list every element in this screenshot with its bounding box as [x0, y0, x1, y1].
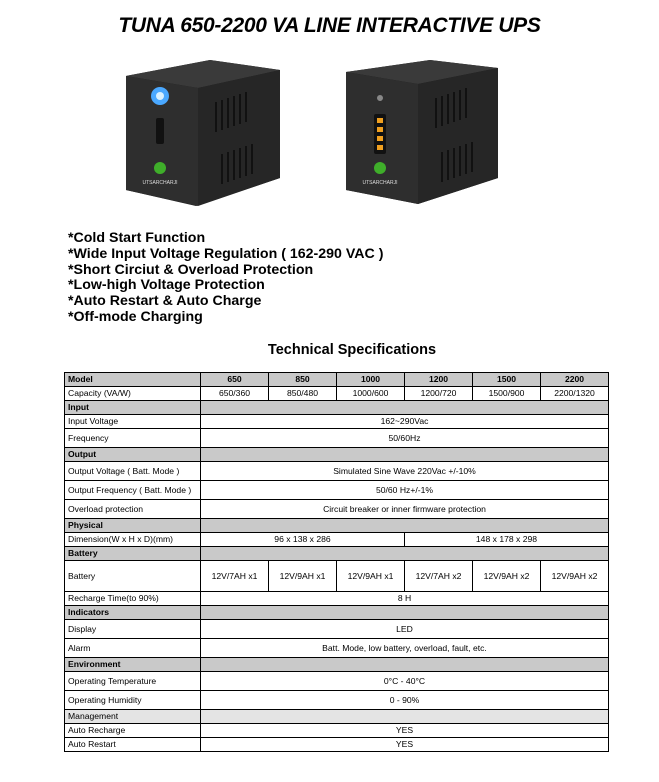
- row-label: Operating Temperature: [65, 672, 201, 691]
- table-row: [65, 561, 609, 592]
- cell: 148 x 178 x 298: [405, 533, 609, 547]
- row-label: Dimension(W x H x D)(mm): [65, 533, 201, 547]
- row-label: Capacity (VA/W): [65, 387, 201, 401]
- section-row: [65, 547, 609, 561]
- table-row: [65, 429, 609, 448]
- table-row: [65, 462, 609, 481]
- cell: 850/480: [269, 387, 337, 401]
- cell: 1200/720: [405, 387, 473, 401]
- model-850: 850: [269, 373, 337, 387]
- row-label: Display: [65, 620, 201, 639]
- cell: 12V/9AH x2: [541, 561, 609, 592]
- row-label: Output Frequency ( Batt. Mode ): [65, 481, 201, 500]
- table-row: [65, 639, 609, 658]
- row-label: Alarm: [65, 639, 201, 658]
- section-label: Input: [65, 401, 201, 415]
- section-row: [65, 658, 609, 672]
- cell: YES: [201, 724, 609, 738]
- section-label: Output: [65, 448, 201, 462]
- row-label: Battery: [65, 561, 201, 592]
- table-row: [65, 592, 609, 606]
- model-1500: 1500: [473, 373, 541, 387]
- table-row: [65, 724, 609, 738]
- cell: YES: [201, 738, 609, 752]
- spec-title: Technical Specifications: [267, 342, 437, 358]
- cell: 12V/9AH x1: [269, 561, 337, 592]
- ups-front-photo: [118, 58, 283, 208]
- row-label: Frequency: [65, 429, 201, 448]
- row-label: Output Voltage ( Batt. Mode ): [65, 462, 201, 481]
- section-label: Battery: [65, 547, 201, 561]
- cell: 650/360: [201, 387, 269, 401]
- ups-led-photo: [338, 58, 503, 208]
- brand-logo-text: UTSARCHARJI: [142, 180, 178, 186]
- section-row: [65, 401, 609, 415]
- brand-logo-icon: [374, 162, 386, 174]
- spec-table: [64, 372, 609, 752]
- cell: 1500/900: [473, 387, 541, 401]
- cell: 12V/7AH x1: [201, 561, 269, 592]
- section-label: Indicators: [65, 606, 201, 620]
- cell: 50/60 Hz+/-1%: [201, 481, 609, 500]
- section-label: Environment: [65, 658, 201, 672]
- feature-item: *Low-high Voltage Protection: [68, 277, 265, 294]
- product-photos: [118, 58, 498, 208]
- cell: 162~290Vac: [201, 415, 609, 429]
- cell: 1000/600: [337, 387, 405, 401]
- feature-item: *Auto Restart & Auto Charge: [68, 293, 262, 310]
- section-row: [65, 448, 609, 462]
- cell: Simulated Sine Wave 220Vac +/-10%: [201, 462, 609, 481]
- cell: Circuit breaker or inner firmware protection: [201, 500, 609, 519]
- section-label: Management: [65, 710, 201, 724]
- table-row: [65, 620, 609, 639]
- power-button-icon: [377, 95, 383, 101]
- table-row: [65, 481, 609, 500]
- cell: 2200/1320: [541, 387, 609, 401]
- feature-list: [68, 231, 383, 326]
- brand-logo-text: UTSARCHARJI: [362, 180, 398, 186]
- section-row: [65, 710, 609, 724]
- brand-logo-icon: [154, 162, 166, 174]
- row-label: Overload protection: [65, 500, 201, 519]
- row-label: Recharge Time(to 90%): [65, 592, 201, 606]
- table-row: [65, 500, 609, 519]
- cell: 12V/9AH x1: [337, 561, 405, 592]
- feature-item: *Wide Input Voltage Regulation ( 162-290 VAC ): [68, 245, 384, 262]
- feature-item: *Cold Start Function: [68, 230, 206, 246]
- cell: Batt. Mode, low battery, overload, fault, etc.: [201, 639, 609, 658]
- row-label: Auto Recharge: [65, 724, 201, 738]
- page-title: TUNA 650-2200 VA LINE INTERACTIVE UPS: [118, 14, 541, 37]
- cell: 0°C - 40°C: [201, 672, 609, 691]
- section-row: [65, 606, 609, 620]
- table-row: [65, 387, 609, 401]
- feature-item: *Short Circiut & Overload Protection: [68, 261, 314, 278]
- cell: 96 x 138 x 286: [201, 533, 405, 547]
- row-label: Operating Humidity: [65, 691, 201, 710]
- row-label: Auto Restart: [65, 738, 201, 752]
- cell: 12V/9AH x2: [473, 561, 541, 592]
- cell: 50/60Hz: [201, 429, 609, 448]
- section-row: [65, 519, 609, 533]
- row-label: Input Voltage: [65, 415, 201, 429]
- table-row: [65, 691, 609, 710]
- table-row: [65, 738, 609, 752]
- model-650: 650: [201, 373, 269, 387]
- table-row: [65, 533, 609, 547]
- cell: 8 H: [201, 592, 609, 606]
- table-row: [65, 373, 609, 387]
- feature-item: *Off-mode Charging: [68, 308, 203, 325]
- table-row: [65, 415, 609, 429]
- model-1000: 1000: [337, 373, 405, 387]
- model-2200: 2200: [541, 373, 609, 387]
- cell: 0 - 90%: [201, 691, 609, 710]
- cell: 12V/7AH x2: [405, 561, 473, 592]
- cell: LED: [201, 620, 609, 639]
- table-row: [65, 672, 609, 691]
- model-label: Model: [65, 373, 201, 387]
- section-label: Physical: [65, 519, 201, 533]
- model-1200: 1200: [405, 373, 473, 387]
